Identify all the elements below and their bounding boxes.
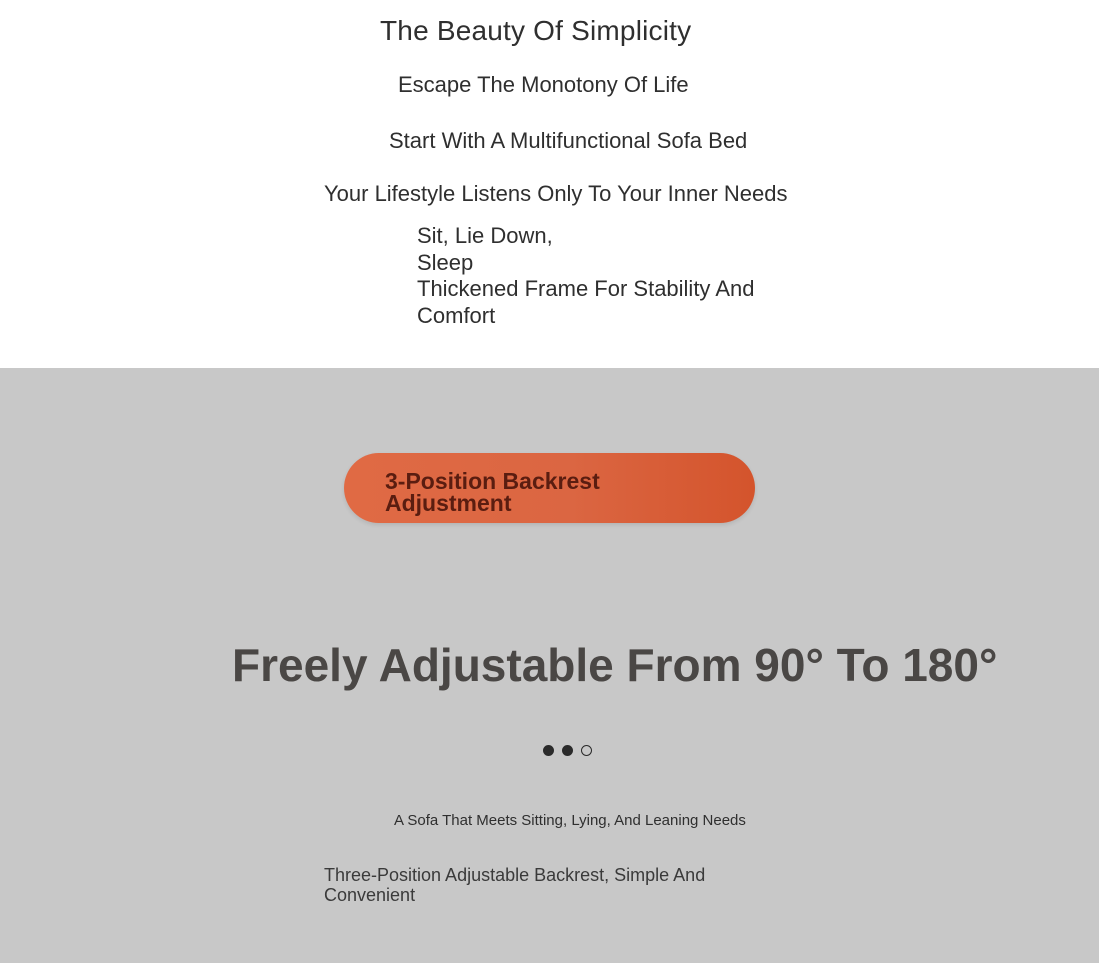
intro-section bbox=[0, 0, 1099, 368]
subtitle-lifestyle: Your Lifestyle Listens Only To Your Inner Needs bbox=[324, 181, 788, 206]
subtitle-escape: Escape The Monotony Of Life bbox=[398, 72, 689, 97]
backrest-caption: Three-Position Adjustable Backrest, Simple And Convenient bbox=[324, 865, 706, 905]
carousel-dot[interactable] bbox=[562, 745, 573, 756]
carousel-indicator bbox=[543, 745, 592, 756]
backrest-badge bbox=[344, 453, 755, 523]
feature-list bbox=[417, 223, 817, 329]
feature-line: Thickened Frame For Stability And bbox=[417, 276, 755, 301]
feature-line: Comfort bbox=[417, 302, 496, 328]
feature-line: Sleep bbox=[417, 249, 474, 275]
needs-caption: A Sofa That Meets Sitting, Lying, And Leaning Needs bbox=[394, 812, 746, 829]
angle-headline: Freely Adjustable From 90° To 180° bbox=[232, 639, 998, 691]
carousel-dot[interactable] bbox=[543, 745, 554, 756]
feature-line: Sit, Lie Down, bbox=[417, 223, 553, 248]
backrest-badge-label: 3-Position Backrest Adjustment bbox=[385, 468, 600, 516]
carousel-dot[interactable] bbox=[581, 745, 592, 756]
page-headline: The Beauty Of Simplicity bbox=[380, 15, 692, 46]
subtitle-sofa-bed: Start With A Multifunctional Sofa Bed bbox=[389, 128, 748, 153]
